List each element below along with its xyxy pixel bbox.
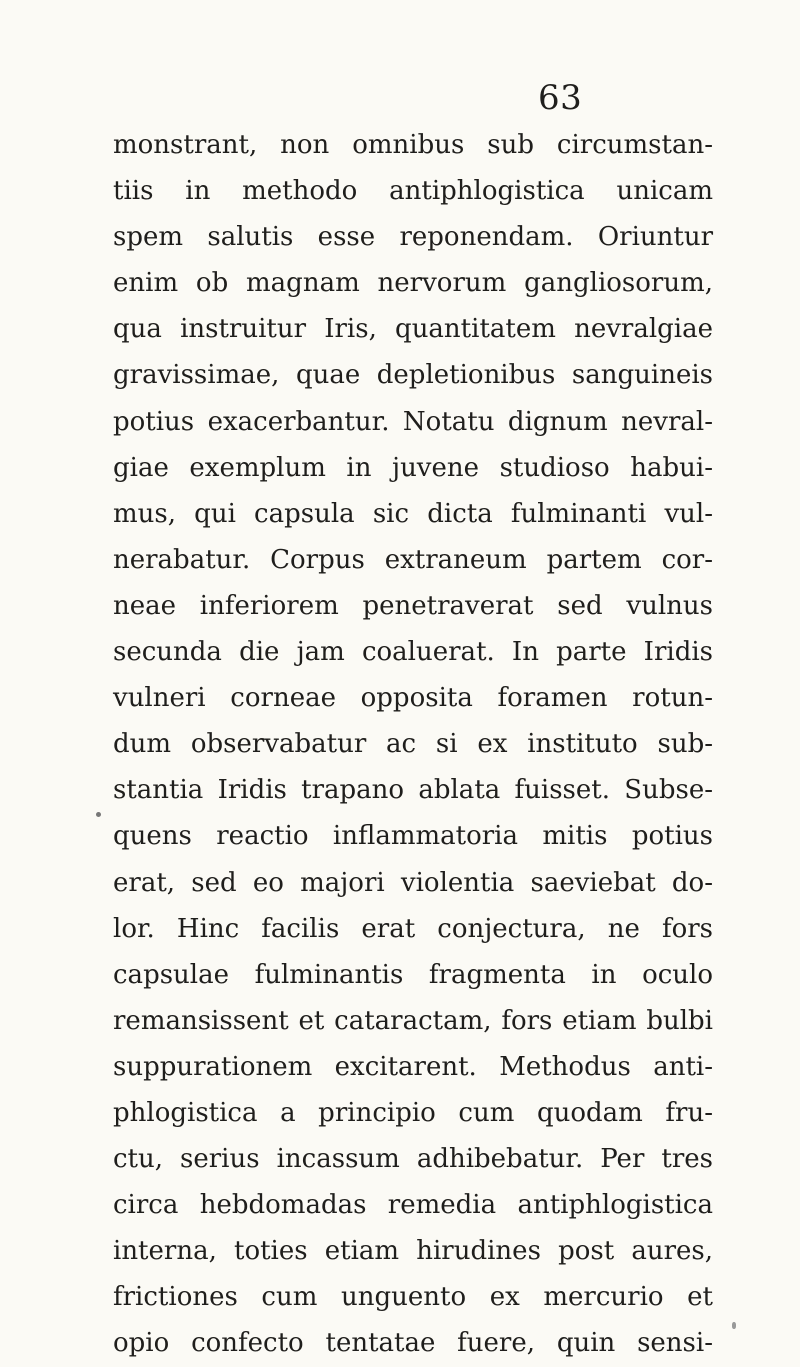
text-line: nerabatur. Corpus extraneum partem cor- xyxy=(113,544,713,575)
text-line: frictiones cum unguento ex mercurio et xyxy=(113,1282,713,1313)
text-line: quens reactio inflammatoria mitis potius xyxy=(113,821,713,852)
paper-speck xyxy=(732,1322,736,1329)
text-line: dum observabatur ac si ex instituto sub- xyxy=(113,729,713,760)
text-line: stantia Iridis trapano ablata fuisset. Subse- xyxy=(113,775,713,806)
text-line: suppurationem excitarent. Methodus anti- xyxy=(113,1051,713,1082)
text-line: potius exacerbantur. Notatu dignum nevral- xyxy=(113,406,713,437)
text-line: erat, sed eo majori violentia saeviebat do- xyxy=(113,867,713,898)
text-line: neae inferiorem penetraverat sed vulnus xyxy=(113,590,713,621)
text-line: circa hebdomadas remedia antiphlogistica xyxy=(113,1190,713,1221)
text-line: remansissent et cataractam, fors etiam bulbi xyxy=(113,1005,713,1036)
paper-speck xyxy=(96,812,101,817)
page-number: 63 xyxy=(538,78,583,118)
text-line: ctu, serius incassum adhibebatur. Per tres xyxy=(113,1144,713,1175)
text-line: phlogistica a principio cum quodam fru- xyxy=(113,1097,713,1128)
text-line: mus, qui capsula sic dicta fulminanti vul- xyxy=(113,498,713,529)
text-line: enim ob magnam nervorum gangliosorum, xyxy=(113,268,713,299)
text-line: gravissimae, quae depletionibus sanguineis xyxy=(113,360,713,391)
text-line: capsulae fulminantis fragmenta in oculo xyxy=(113,959,713,990)
text-line: qua instruitur Iris, quantitatem nevralgiae xyxy=(113,314,713,345)
text-line: tiis in methodo antiphlogistica unicam xyxy=(113,176,713,207)
text-line: giae exemplum in juvene studioso habui- xyxy=(113,452,713,483)
body-text xyxy=(113,122,713,1367)
text-line: interna, toties etiam hirudines post aures, xyxy=(113,1236,713,1267)
text-line: opio confecto tentatae fuere, quin sensi- xyxy=(113,1328,713,1359)
text-line: lor. Hinc facilis erat conjectura, ne fors xyxy=(113,913,713,944)
text-line: secunda die jam coaluerat. In parte Iridis xyxy=(113,637,713,668)
text-line: spem salutis esse reponendam. Oriuntur xyxy=(113,222,713,253)
text-line: vulneri corneae opposita foramen rotun- xyxy=(113,683,713,714)
text-line: monstrant, non omnibus sub circumstan- xyxy=(113,130,713,160)
